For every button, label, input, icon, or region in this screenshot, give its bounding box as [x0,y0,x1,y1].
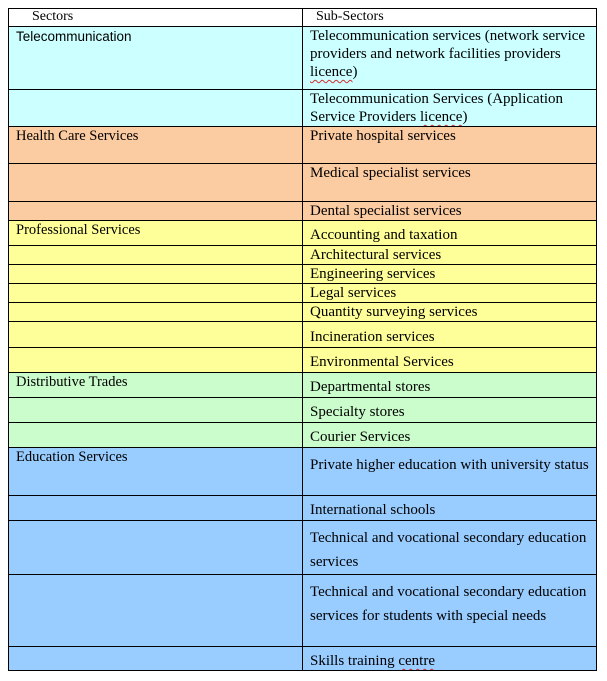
sub-sector-cell [303,90,597,127]
sub-sector-cell: Architectural services [303,246,597,265]
sub-sector-cell: Legal services [303,284,597,303]
header-sectors: Sectors [9,9,303,27]
sub-sector-cell: Specialty stores [303,398,597,423]
table-row [9,202,597,221]
sub-sector-cell: Private hospital services [303,127,597,164]
sector-cell-empty [9,496,303,521]
sector-cell-distributive-trades: Distributive Trades [9,373,303,398]
sector-cell-empty [9,265,303,284]
sub-sector-cell: Courier Services [303,423,597,448]
sub-sector-cell [303,647,597,671]
sector-cell-empty [9,246,303,265]
sub-sector-text-tail: ) [462,109,468,125]
table-row [9,322,597,348]
sub-sector-text: Telecommunication services (network service providers and network facilities providers [310,28,586,62]
table-row [9,496,597,521]
table-row [9,398,597,423]
sector-cell-education: Education Services [9,448,303,496]
sector-cell-empty [9,90,303,127]
table-row [9,246,597,265]
sector-cell-empty [9,322,303,348]
sector-cell-empty [9,164,303,202]
table-row [9,265,597,284]
sub-sector-cell: Departmental stores [303,373,597,398]
sector-cell-empty [9,575,303,647]
table-row [9,303,597,322]
table-row [9,127,597,164]
sector-cell-empty [9,647,303,671]
sector-cell-empty [9,521,303,575]
sub-sector-cell: Environmental Services [303,348,597,373]
sectors-table [8,8,597,671]
sector-cell-telecommunication: Telecommunication [9,27,303,90]
sub-sector-text: Skills training [310,653,399,669]
sub-sector-cell: Accounting and taxation [303,221,597,246]
table-row [9,373,597,398]
table-row [9,521,597,575]
sector-cell-empty [9,398,303,423]
sector-cell-professional: Professional Services [9,221,303,246]
header-sub-sectors: Sub-Sectors [303,9,597,27]
sub-sector-cell: Dental specialist services [303,202,597,221]
spellcheck-word: licence [419,109,463,125]
header-row [9,9,597,27]
sector-cell-empty [9,423,303,448]
sub-sector-cell: Engineering services [303,265,597,284]
table-row [9,647,597,671]
sector-cell-empty [9,284,303,303]
sub-sector-cell: Incineration services [303,322,597,348]
sub-sector-text-tail: ) [352,64,358,80]
sector-cell-empty [9,303,303,322]
table-row [9,284,597,303]
table-row [9,575,597,647]
sub-sector-cell [303,27,597,90]
sub-sector-cell: International schools [303,496,597,521]
table-row [9,90,597,127]
table-row [9,448,597,496]
table-row [9,164,597,202]
sector-cell-health-care: Health Care Services [9,127,303,164]
table-row [9,423,597,448]
sub-sector-cell: Medical specialist services [303,164,597,202]
sub-sector-cell: Technical and vocational secondary education services for students with special needs [303,575,597,647]
table-row [9,27,597,90]
sub-sector-text: Telecommunication Services (Application Service Providers [310,91,564,125]
table-row [9,221,597,246]
sub-sector-cell: Quantity surveying services [303,303,597,322]
spellcheck-word: centre [398,653,435,669]
sector-cell-empty [9,202,303,221]
sub-sector-cell: Technical and vocational secondary education services [303,521,597,575]
sub-sector-cell: Private higher education with university status [303,448,597,496]
table-row [9,348,597,373]
sector-cell-empty [9,348,303,373]
spellcheck-word: licence [310,64,353,80]
